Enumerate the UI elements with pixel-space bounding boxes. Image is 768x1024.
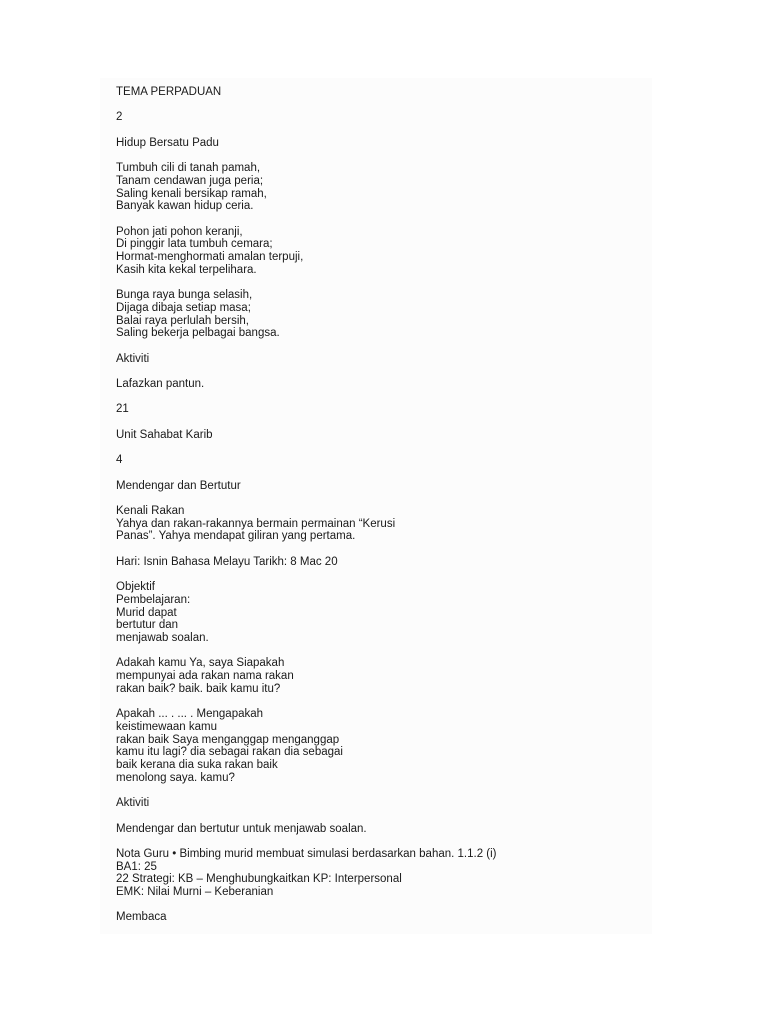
text-block xyxy=(116,378,636,391)
text-line: Unit Sahabat Karib xyxy=(116,428,213,441)
text-block xyxy=(116,911,636,924)
text-line: Saling kenali bersikap ramah, xyxy=(116,187,267,200)
text-block xyxy=(116,505,636,543)
text-block xyxy=(116,708,636,784)
text-block xyxy=(116,429,636,442)
text-line: kamu itu lagi? dia sebagai rakan dia sebagai xyxy=(116,746,343,759)
text-block xyxy=(116,111,636,124)
text-line: keistimewaan kamu xyxy=(116,720,217,733)
text-line: 22 Strategi: KB – Menghubungkaitkan KP: Interpersonal xyxy=(116,873,402,886)
text-block xyxy=(116,581,636,645)
text-line: Mendengar dan bertutur untuk menjawab soalan. xyxy=(116,822,367,835)
text-block xyxy=(116,86,636,99)
text-line: Panas”. Yahya mendapat giliran yang pertama. xyxy=(116,530,356,543)
text-line: Adakah kamu Ya, saya Siapakah xyxy=(116,657,285,670)
text-line: menjawab soalan. xyxy=(116,632,209,645)
text-block xyxy=(116,403,636,416)
text-line: Tumbuh cili di tanah pamah, xyxy=(116,162,261,175)
text-block xyxy=(116,162,636,213)
text-line: menolong saya. kamu? xyxy=(116,771,235,784)
text-line: mempunyai ada rakan nama rakan xyxy=(116,670,294,683)
text-line: 4 xyxy=(116,454,123,467)
text-block xyxy=(116,226,636,277)
text-line: Mendengar dan Bertutur xyxy=(116,479,241,492)
text-line: Nota Guru • Bimbing murid membuat simulasi berdasarkan bahan. 1.1.2 (i) xyxy=(116,847,497,860)
text-line: Dijaga dibaja setiap masa; xyxy=(116,301,251,314)
document-content xyxy=(116,86,636,937)
text-line: rakan baik Saya menganggap menganggap xyxy=(116,733,340,746)
text-line: bertutur dan xyxy=(116,619,179,632)
text-line: rakan baik? baik. baik kamu itu? xyxy=(116,682,281,695)
text-line: Balai raya perlulah bersih, xyxy=(116,314,249,327)
text-block xyxy=(116,823,636,836)
text-line: Murid dapat xyxy=(116,606,177,619)
text-line: Membaca xyxy=(116,911,167,924)
text-line: 21 xyxy=(116,403,129,416)
text-line: Banyak kawan hidup ceria. xyxy=(116,200,254,213)
text-line: Aktiviti xyxy=(116,797,150,810)
text-line: BA1: 25 xyxy=(116,860,157,873)
text-line: TEMA PERPADUAN xyxy=(116,86,222,98)
text-block xyxy=(116,797,636,810)
text-line: Aktiviti xyxy=(116,352,150,365)
text-block xyxy=(116,289,636,340)
text-line: Hidup Bersatu Padu xyxy=(116,136,219,149)
text-line: Hari: Isnin Bahasa Melayu Tarikh: 8 Mac 20 xyxy=(116,555,338,568)
text-line: Yahya dan rakan-rakannya bermain permainan “Kerusi xyxy=(116,517,396,530)
text-line: Apakah ... . ... . Mengapakah xyxy=(116,708,264,721)
text-line: Kasih kita kekal terpelihara. xyxy=(116,263,257,276)
text-block xyxy=(116,556,636,569)
text-line: baik kerana dia suka rakan baik xyxy=(116,759,278,772)
text-line: Bunga raya bunga selasih, xyxy=(116,289,253,302)
text-block xyxy=(116,454,636,467)
text-line: Saling bekerja pelbagai bangsa. xyxy=(116,327,280,340)
text-block xyxy=(116,848,636,899)
text-line: Lafazkan pantun. xyxy=(116,378,205,391)
text-block xyxy=(116,657,636,695)
text-line: Pembelajaran: xyxy=(116,593,191,606)
text-line: Tanam cendawan juga peria; xyxy=(116,174,264,187)
text-line: Pohon jati pohon keranji, xyxy=(116,225,243,238)
text-line: Di pinggir lata tumbuh cemara; xyxy=(116,238,273,251)
text-line: EMK: Nilai Murni – Keberanian xyxy=(116,886,274,898)
text-block xyxy=(116,137,636,150)
text-line: Hormat-menghormati amalan terpuji, xyxy=(116,251,304,264)
text-block xyxy=(116,353,636,366)
text-line: Objektif xyxy=(116,581,155,594)
text-line: Kenali Rakan xyxy=(116,505,185,518)
text-block xyxy=(116,480,636,493)
text-line: 2 xyxy=(116,111,123,124)
